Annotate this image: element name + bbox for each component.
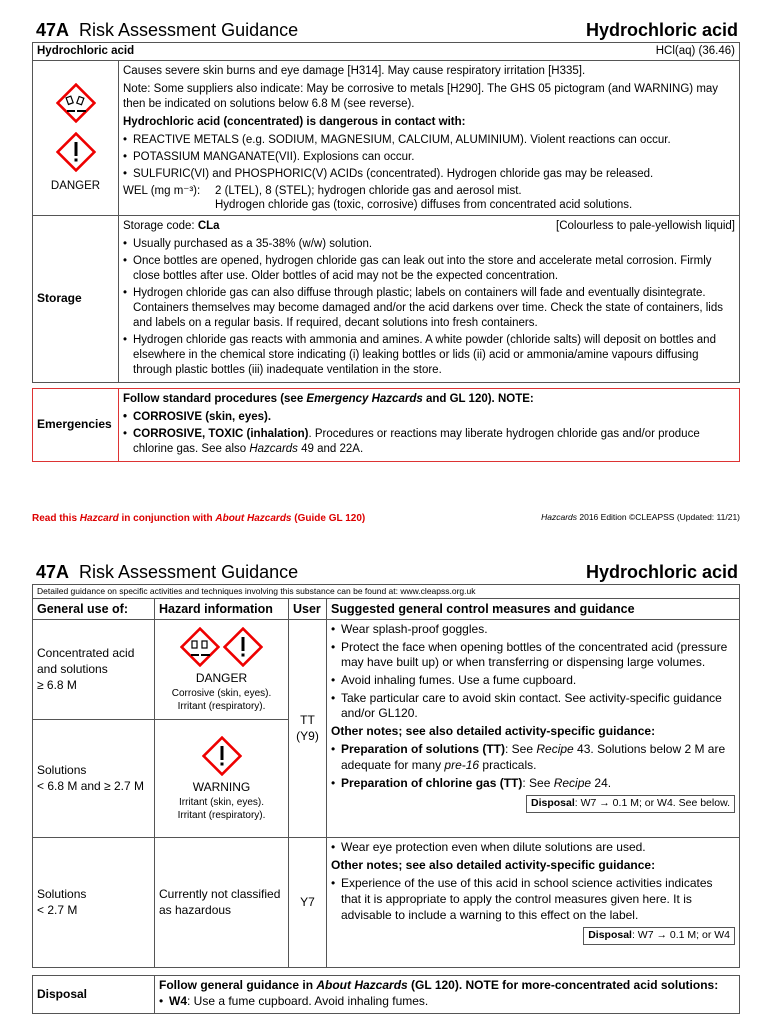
list-item: • Once bottles are opened, hydrogen chloride gas can leak out into the store and accelerate metal corrosion. Firmly close bottles after use. Older bottles of acid may not be the expected concentration. — [123, 254, 735, 284]
list-item: • Preparation of chlorine gas (TT): See Recipe 24. — [331, 776, 735, 792]
exclamation-pictogram-icon — [223, 627, 263, 667]
signal-word: DANGER — [195, 671, 248, 686]
list-item: • Take particular care to avoid skin contact. See activity-specific guidance and/or GL120. — [331, 691, 735, 722]
disposal-text — [155, 976, 740, 1014]
list-item: • Hydrogen chloride gas reacts with ammonia and amines. A white powder (chloride salts) will deposit on bottles and elsewhere in the chemical store indicating (i) leaking bottles or lids (ii) acid or ammonia/amine vapours diffusing through plastic bottles (iii) inadequate ventilation in the store. — [123, 333, 735, 378]
use-cell: Concentrated acid and solutions ≥ 6.8 M — [33, 620, 155, 720]
emergencies-heading: Follow standard procedures (see Emergency Hazcards and GL 120). NOTE: — [123, 392, 534, 405]
hazard-info: Corrosive (skin, eyes). — [171, 687, 272, 699]
appearance: [Colourless to pale-yellowish liquid] — [556, 220, 735, 233]
wel-value-2: Hydrogen chloride gas (toxic, corrosive) diffuses from concentrated acid solutions. — [215, 199, 633, 212]
substance-title: Hydrochloric acid — [585, 561, 738, 582]
list-item: • CORROSIVE, TOXIC (inhalation). Procedures or reactions may liberate hydrogen chloride gas and/or produce chlorine gas. See also Hazcards 49 and 22A. — [123, 427, 735, 457]
card-title: Risk Assessment Guidance — [79, 561, 299, 582]
storage-text — [119, 216, 740, 382]
other-notes-heading: Other notes; see also detailed activity-specific guidance: — [331, 723, 656, 738]
other-notes-heading: Other notes; see also detailed activity-specific guidance: — [331, 857, 656, 872]
exclamation-pictogram-icon — [56, 132, 96, 172]
signal-word: WARNING — [192, 780, 251, 795]
disposal-box: Disposal: W7 → 0.1 M; or W4. See below. — [526, 795, 735, 813]
detailed-guidance-note: Detailed guidance on specific activities and techniques involving this substance can be found at: www.cleapss.org.uk — [33, 585, 740, 599]
measures-list — [331, 622, 735, 722]
storage-list — [123, 237, 735, 377]
list-item: • SULFURIC(VI) and PHOSPHORIC(V) ACIDs (concentrated). Hydrogen chloride gas may be released. — [123, 167, 735, 182]
hazard-info: Irritant (respiratory). — [177, 700, 266, 712]
notes-list — [331, 742, 735, 791]
storage-code-line — [123, 219, 735, 234]
measures-list — [331, 840, 735, 856]
dangerous-heading: Hydrochloric acid (concentrated) is dangerous in contact with: — [123, 115, 466, 128]
list-item: • CORROSIVE (skin, eyes). — [123, 410, 735, 425]
exclamation-pictogram-icon — [202, 736, 242, 776]
use-cell: Solutions < 6.8 M and ≥ 2.7 M — [33, 720, 155, 838]
storage-code-prefix: Storage code: — [123, 220, 198, 233]
supplier-note: Note: Some suppliers also indicate: May be corrosive to metals [H290]. The GHS 05 pictogram (and WARNING) may then be indicated on solutions below 6.8 M (see reverse). — [123, 82, 719, 110]
list-item: • Wear eye protection even when dilute solutions are used. — [331, 840, 735, 856]
page-header-1 — [36, 14, 738, 42]
disposal-heading: Follow general guidance in About Hazcards (GL 120). NOTE for more-concentrated acid solutions: — [159, 978, 719, 993]
page-header-2 — [36, 556, 738, 584]
emergencies-label: Emergencies — [33, 388, 119, 461]
footer-edition: Hazcards 2016 Edition ©CLEAPSS (Updated: 11/21) — [541, 512, 740, 522]
emergencies-text — [119, 388, 740, 461]
list-item: • Wear splash-proof goggles. — [331, 622, 735, 638]
disposal-row — [33, 976, 740, 1014]
hazard-statement: Causes severe skin burns and eye damage [H314]. May cause respiratory irritation [H335]. — [123, 64, 586, 77]
page-footer — [32, 512, 740, 525]
guidance-table — [32, 584, 740, 1014]
disposal-list — [159, 994, 735, 1010]
list-item: • POTASSIUM MANGANATE(VII). Explosions can occur. — [123, 150, 735, 165]
list-item: • Usually purchased as a 35-38% (w/w) solution. — [123, 237, 735, 252]
list-item: • Protect the face when opening bottles of the concentrated acid (pressure may have built up) or when transferring or dispensing large volumes. — [331, 640, 735, 671]
column-headers — [33, 599, 740, 620]
substance-title: Hydrochloric acid — [585, 19, 738, 40]
card-title: Risk Assessment Guidance — [79, 19, 299, 40]
table-row — [33, 620, 740, 720]
storage-code: CLa — [197, 220, 220, 233]
wel-value-1: 2 (LTEL), 8 (STEL); hydrogen chloride gas and aerosol mist. — [215, 184, 522, 197]
card-code: 47A — [36, 561, 70, 582]
use-cell: Solutions < 2.7 M — [33, 838, 155, 968]
storage-label: Storage — [33, 216, 119, 382]
hazards-row — [33, 60, 740, 215]
column-header: Hazard information — [155, 599, 289, 620]
emergencies-row — [33, 388, 740, 461]
hazard-text — [119, 60, 740, 215]
wel-line-2 — [123, 198, 735, 213]
hazard-card-table — [32, 42, 740, 462]
list-item: • REACTIVE METALS (e.g. SODIUM, MAGNESIUM, CALCIUM, ALUMINIUM). Violent reactions can occur. — [123, 133, 735, 148]
hazard-info: Irritant (skin, eyes). — [178, 796, 265, 808]
disposal-label: Disposal — [33, 976, 155, 1014]
disposal-box: Disposal: W7 → 0.1 M; or W4 — [583, 927, 735, 945]
table-row — [33, 838, 740, 968]
user-cell: TT (Y9) — [289, 620, 327, 838]
danger-signal-word: DANGER — [50, 179, 101, 192]
emergencies-list — [123, 410, 735, 457]
corrosive-pictogram-icon — [180, 627, 220, 667]
card-code: 47A — [36, 19, 70, 40]
dangerous-list — [123, 133, 735, 182]
wel-key: WEL (mg m⁻³): — [123, 184, 201, 197]
substance-name: Hydrochloric acid — [37, 45, 135, 57]
footer-note: Read this Hazcard in conjunction with About Hazcards (Guide GL 120) — [32, 513, 366, 524]
list-item: • Hydrogen chloride gas can also diffuse through plastic; labels on containers will fade and eventually disintegrate. Containers themselves may become damaged and/or the acid darkens over time. Check the state of containers, lids and labels on a regular basis. If required, decant solutions into fresh containers. — [123, 286, 735, 331]
hazard-info-cell — [155, 620, 289, 720]
list-item: • Experience of the use of this acid in school science activities indicates that it is appropriate to apply the control measures given here. It is advisable to include a warning to this effect on the label. — [331, 876, 735, 923]
column-header: Suggested general control measures and guidance — [327, 599, 740, 620]
user-cell: Y7 — [289, 838, 327, 968]
list-item: • W4: Use a fume cupboard. Avoid inhaling fumes. — [159, 994, 735, 1010]
measures-cell — [327, 620, 740, 838]
list-item: • Preparation of solutions (TT): See Recipe 43. Solutions below 2 M are adequate for many pre-16 practicals. — [331, 742, 735, 773]
corrosive-pictogram-icon — [56, 83, 96, 123]
hazard-info-cell — [155, 720, 289, 838]
hazard-info-cell: Currently not classified as hazardous — [155, 838, 289, 968]
measures-cell — [327, 838, 740, 968]
storage-row — [33, 216, 740, 382]
wel-line — [123, 184, 735, 199]
formula: HCl(aq) (36.46) — [655, 45, 735, 57]
hazard-info: Irritant (respiratory). — [177, 809, 266, 821]
name-row — [33, 43, 740, 61]
column-header: User — [289, 599, 327, 620]
notes-list — [331, 876, 735, 923]
hazard-pictograms — [33, 60, 119, 215]
column-header: General use of: — [33, 599, 155, 620]
list-item: • Avoid inhaling fumes. Use a fume cupboard. — [331, 673, 735, 689]
